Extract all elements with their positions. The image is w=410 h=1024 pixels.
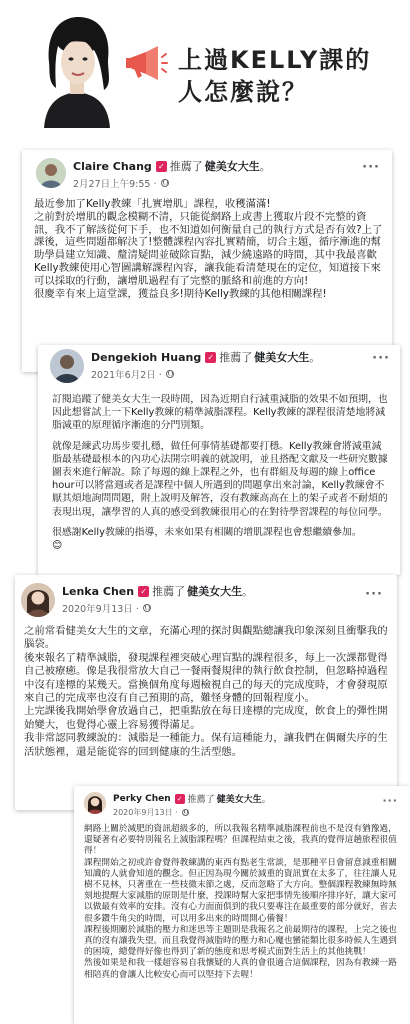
avatar[interactable] xyxy=(50,349,84,383)
review-paragraph: 訂閱追蹤了健美女大生一段時間，因為近期自行減重減脂的效果不如預期，也因此想嘗試上一下Kelly教練的精準減脂課程。Kelly教練的課程很清楚地將減脂減重的原理循序漸進的分門別類。 xyxy=(52,394,388,432)
review-paragraph: 後來報名了精準減脂，發現課程裡突破心理盲點的課程很多，每上一次課都覺得自己被療癒。像是我很常放大自己一餐兩餐規律的執行飲食控制，但忽略掉過程中沒有達標的某幾天。當換個角度每週檢視自己的每天的完成度時，才會發現原來自己的完成率也沒有自己預期的高，難怪身體的回報程度小。 xyxy=(24,651,388,705)
review-paragraph: 我非常認同教練說的：減脂是一種能力。保有這種能力，讓我們在偶爾失序的生活狀態裡，還是能從容的回到健康的生活型態。 xyxy=(24,732,388,758)
period: 。 xyxy=(242,585,254,598)
post-timestamp[interactable]: 2020年9月13日 · xyxy=(113,807,271,818)
more-options-button[interactable]: ··· xyxy=(362,160,380,175)
review-paragraph: 很感謝Kelly教練的指導，未來如果有相關的增肌課程也會想繼續參加。 xyxy=(52,526,362,538)
review-paragraph: 之前對於增肌的觀念模糊不清，只能從網路上或書上獲取片段不完整的資訊，我不了解該從何下手，也不知道如何衡量自己的執行方式是否有效?上了課後，這些問題都解決了!整體課程內容扎實精簡，切合主題，循序漸進的幫助學員建立知識、釐清疑問並破除盲點，減少繞遠路的時間，其中我最喜歡Kelly教練使用心智圖講解課程內容，讓我能看清楚現在的定位，知道接下來可以採取的行動，讓增肌過程有了完整的脈絡和前進的方向! xyxy=(34,210,383,287)
review-header xyxy=(50,349,320,383)
review-paragraph: 上完課後我開始學會放過自己，把重點放在每日達標的完成度，飲食上的彈性開始變大，也覺得心靈上容易獲得滿足。 xyxy=(24,705,388,731)
more-options-button[interactable]: ··· xyxy=(382,794,398,807)
author-name[interactable]: Dengekioh Huang xyxy=(91,350,202,364)
recommend-label: ✓ 推薦了 xyxy=(156,158,203,174)
review-header xyxy=(36,158,271,190)
globe-icon xyxy=(161,179,169,187)
review-body xyxy=(52,393,388,552)
recommend-icon: ✓ xyxy=(156,161,167,172)
recommend-label: ✓ 推薦了 xyxy=(138,583,185,599)
review-card xyxy=(74,786,410,1024)
recommend-icon: ✓ xyxy=(175,794,185,804)
review-paragraph: 網路上關於減肥的資訊超級多的，所以我報名精準減脂課程前也不是沒有猶豫過，還疑著有必要特別報名上減脂課程嗎？但課程結束之後，我真的覺得這趟旅程很值得！ xyxy=(84,824,397,857)
page-name-link[interactable]: 健美女大生 xyxy=(216,795,262,805)
post-timestamp[interactable]: 2020年9月13日 · xyxy=(62,601,253,615)
post-timestamp[interactable]: 2021年6月2日 · xyxy=(91,367,320,381)
author-name[interactable]: Claire Chang xyxy=(73,159,152,173)
globe-icon xyxy=(166,370,174,378)
review-paragraph: 最近參加了Kelly教練「扎實增肌」課程，收穫滿滿! xyxy=(34,198,271,210)
more-options-button[interactable]: ··· xyxy=(372,351,390,366)
smile-emoji-icon: 😊 xyxy=(52,540,63,552)
review-card xyxy=(15,575,397,810)
page-name-link[interactable]: 健美女大生 xyxy=(187,585,243,598)
page-name-link[interactable]: 健美女大生 xyxy=(204,160,260,173)
globe-icon xyxy=(182,809,189,816)
megaphone-icon xyxy=(124,42,168,84)
page-title xyxy=(178,44,403,108)
globe-icon xyxy=(143,604,151,612)
author-name[interactable]: Lenka Chen xyxy=(62,584,135,598)
review-header xyxy=(84,792,271,818)
recommend-label: ✓ 推薦了 xyxy=(175,792,215,805)
period: 。 xyxy=(259,160,271,173)
recommend-icon: ✓ xyxy=(138,586,149,597)
woman-portrait-icon xyxy=(22,10,132,128)
review-card xyxy=(38,345,400,575)
review-paragraph: 就像是練武功馬步要扎穩，做任何事情基礎都要打穩。Kelly教練會將減重減脂最基礎最根本的內功心法開宗明義的就說明，並且搭配文獻及一些研究數據圖表來進行解說。除了每週的線上課程之外，也有群組及每週的線上office hour可以將當週或者是課程中個人所遇到的問題拿出來討論，Kelly教練會不厭其煩地詢問問題，附上說明及解答，沒有教練高高在上的架子或者不耐煩的表現出現，讓學習的人真的感受到教練很用心的在對待學習課程的每位同學。 xyxy=(52,440,388,518)
author-name[interactable]: Perky Chen xyxy=(113,793,171,804)
recommend-label: ✓ 推薦了 xyxy=(205,349,252,365)
title-line-1: 上過KELLY課的 xyxy=(178,46,372,74)
page-name-link[interactable]: 健美女大生 xyxy=(254,351,310,364)
period: 。 xyxy=(309,351,321,364)
title-line-2: 人怎麼說？ xyxy=(178,78,308,106)
review-body xyxy=(34,198,384,300)
review-paragraph: 之前常看健美女大生的文章，充滿心理的探討與觀點總讓我印象深刻且衝擊我的腦袋。 xyxy=(24,625,388,651)
review-body xyxy=(24,625,390,759)
review-paragraph: 課程後期關於減脂的壓力和迷思等主題則是我報名之前最期待的課程，上完之後也真的沒有讓我失望。而且我覺得減脂時的壓力和心魔也蠻能類比很多時候人生遇到的困境，總覺得好像也得到了新的態度和思考模式面對生活上的其他挑戰！ xyxy=(84,924,397,958)
more-options-button[interactable]: ··· xyxy=(365,587,383,602)
review-paragraph: 然後如果是和我一樣超容易自我懷疑的人真的會很適合這個課程，因為有教練一路相陪真的會讓人比較安心而可以堅持下去喔！ xyxy=(84,958,397,980)
avatar[interactable] xyxy=(36,158,66,188)
review-body xyxy=(84,824,402,981)
post-timestamp[interactable]: 2月27日上午9:55 · xyxy=(73,176,271,190)
avatar[interactable] xyxy=(21,583,55,617)
avatar[interactable] xyxy=(84,792,106,814)
review-paragraph: 很慶幸有來上這堂課，獲益良多!期待Kelly教練的其他相關課程! xyxy=(34,287,327,300)
header-banner xyxy=(0,0,410,135)
review-card xyxy=(22,150,392,372)
recommend-icon: ✓ xyxy=(205,352,216,363)
review-header xyxy=(21,583,253,617)
period: 。 xyxy=(261,795,271,805)
review-paragraph: 課程開始之初或許會覺得教練講的東西有點老生常談，是那種平日會留意減重相關知識的人就會知道的觀念。但正因為現今關於減重的資訊實在太多了，往往讓人見樹不見林，只著重在一些枝微末節之處，反而忽略了大方向。整個課程教練無時無刻地提醒大家減脂的原則是什麼，授課時幫大家把事情先後順序排序好，讓大家可以做最有效率的安排。沒有心力面面俱到的我只要專注在最重要的部分就好，省去很多鑽牛角尖的時間，可以用多出來的時間開心備餐！ xyxy=(84,857,397,924)
